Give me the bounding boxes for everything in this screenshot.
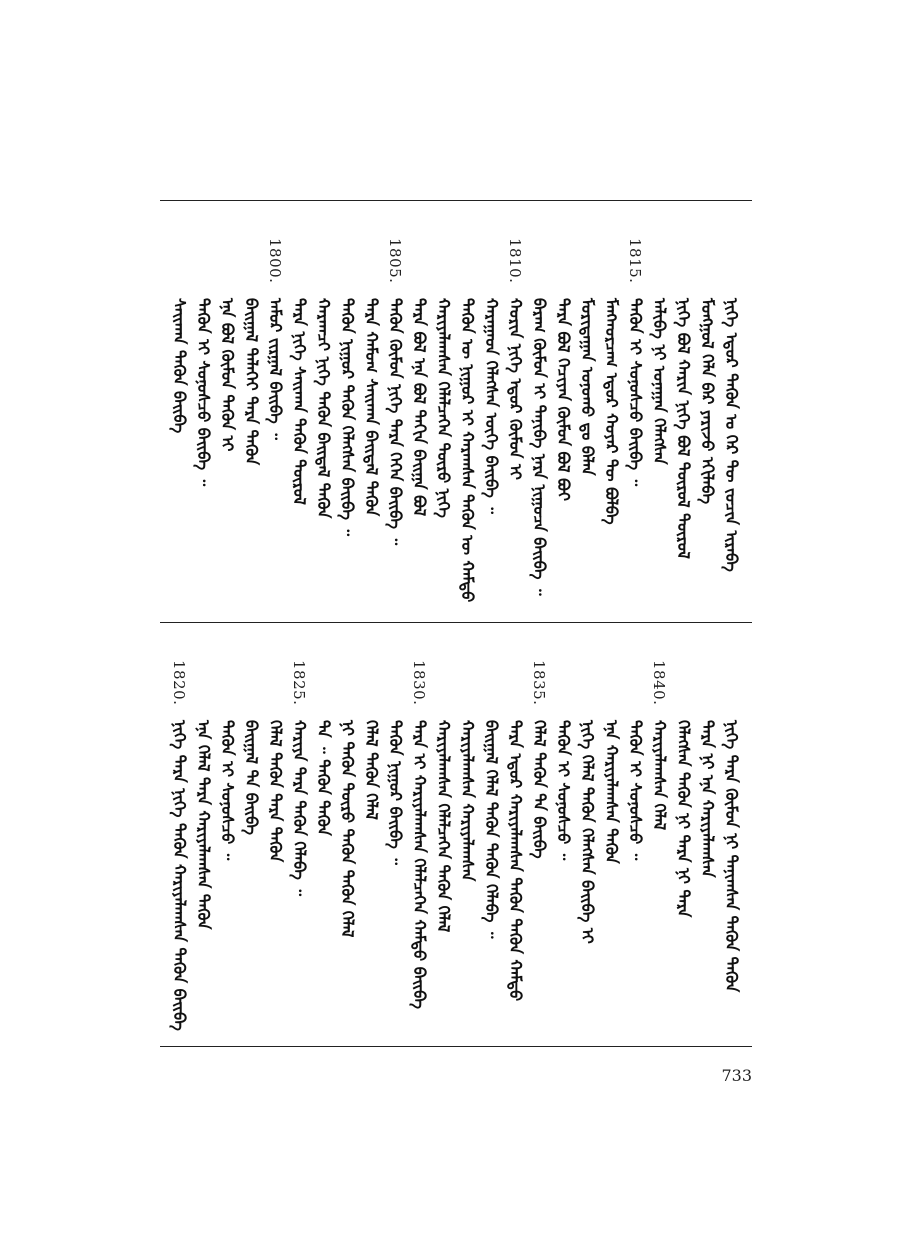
mongolian-text-line: ᠡᠨᠡ ᠪᠣᠯ ᠬᠦᠮᠦᠨ ᠲᠡᠭᠦᠨ ᠢ [218,298,237,452]
mongolian-text-line: ᠬᠣᠷᠢᠨ ᠨᠢᠭᠡ ᠡᠳᠦᠷ ᠬᠦᠮᠦᠨ ᠢ [506,298,525,480]
mongolian-text-line: ᠮᠣᠷᠢᠳᠠᠭᠠᠨ ᠤᠨᠤᠬᠤ ᠳᠤ ᠪᠡᠯᠡᠨ [578,298,597,476]
mongolian-text-line: ᠬᠠᠷᠢᠶᠠ ᠲᠡᠷᠡ ᠲᠡᠭᠦᠨ ᠬᠡᠯᠡᠪᠡ ᠃ [290,720,309,896]
mongolian-text-line: ᠪᠠᠢᠭᠠᠯ ᠲᠡ ᠪᠠᠢᠪᠠ [242,720,261,835]
upper-text-panel [160,238,752,610]
line-number: 1830. [410,660,428,706]
mongolian-text-line: ᠨᠢ ᠲᠡᠭᠦᠨ ᠲᠥᠷᠥ ᠲᠡᠭᠦᠨ ᠲᠡᠭᠦᠨ ᠬᠡᠯᠡᠯ [338,720,357,938]
line-number: 1800. [266,238,284,284]
mongolian-text-line: ᠪᠠᠢᠭᠠᠯ ᠳᠡᠯᠡᠬᠡᠢ ᠲᠡᠷᠡ ᠲᠡᠭᠦᠨ [242,298,261,466]
mongolian-text-line: ᠬᠠᠷᠢᠶᠠᠯᠠᠭᠰᠠᠨ ᠬᠠᠷᠢᠶᠠᠯᠠᠭᠰᠠᠨ [458,720,477,882]
mongolian-text-line: ᠲᠡᠭᠦᠨ ᠢ ᠰᠣᠨᠤᠰᠴᠤ ᠃ [554,720,573,861]
mongolian-text-line: ᠨᠢᠭᠡ ᠲᠡᠷᠡ ᠨᠢᠭᠡ ᠲᠡᠭᠦᠨ ᠬᠠᠷᠢᠶᠠᠯᠠᠭᠰᠠᠨ ᠲᠡᠭᠦᠨ ᠪᠠᠢᠪᠠ [170,720,189,1031]
mongolian-text-line: ᠮᠣᠩᠭᠣᠯ ᠬᠡᠯᠡ ᠪᠡᠷ ᠶᠠᠷᠢᠵᠤ ᠡᠬᠢᠯᠡᠪᠡ [698,298,717,505]
mongolian-text-line: ᠲᠡᠷᠡ ᠪᠣᠯ ᠬᠡᠴᠢᠶᠡᠨ ᠬᠦᠮᠦᠨ ᠪᠣᠯ ᠪᠤᠢ [554,298,573,502]
mongolian-text-line: ᠬᠡᠯᠡᠯ ᠲᠡᠭᠦᠨ ᠲᠡᠷᠡ ᠲᠡᠭᠦᠨ [266,720,285,863]
mongolian-text-line: ᠨᠢᠭᠡ ᠲᠡᠷᠡ ᠬᠦᠮᠦᠨ ᠨᠢ ᠲᠠᠨᠢᠭᠰᠠᠨ ᠲᠡᠭᠦᠨ ᠲᠡᠭᠦᠨ [722,720,741,993]
mongolian-text-line: ᠲᠡᠭᠦᠨ ᠢ ᠰᠣᠨᠤᠰᠴᠤ ᠪᠠᠢᠪᠠ ᠃ [626,298,645,487]
mongolian-text-line: ᠲᠡᠭᠦᠨ ᠦ ᠨᠢᠭᠤᠷ ᠢ ᠬᠠᠷᠠᠭᠰᠠᠨ ᠲᠡᠭᠦᠨ ᠦ ᠬᠠᠮᠲᠤ [458,298,477,603]
mongolian-text-line: ᠨᠢᠭᠡ ᠬᠡᠯᠡᠯ ᠲᠡᠭᠦᠨ ᠬᠡᠯᠡᠭᠰᠡᠨ ᠪᠠᠢᠪᠠ ᠢ [578,720,597,944]
mongolian-text-line: ᠲᠡᠷᠡ ᠡᠳᠦᠷ ᠬᠠᠷᠢᠶᠠᠯᠠᠭᠰᠠᠨ ᠲᠡᠭᠦᠨ ᠲᠡᠭᠦᠨ ᠬᠠᠮᠲᠤ [506,720,525,1002]
mongolian-text-line: ᠲᠡᠷᠡ ᠨᠢ ᠡᠨᠡ ᠬᠠᠷᠢᠶᠠᠯᠠᠭᠰᠠᠨ [698,720,717,878]
mongolian-text-line: ᠡᠨᠡ ᠬᠡᠯᠡᠯ ᠲᠡᠷᠡ ᠬᠠᠷᠢᠶᠠᠯᠠᠭᠰᠠᠨ ᠲᠡᠭᠦᠨ [194,720,213,930]
lower-text-panel [160,660,752,1032]
mongolian-text-line: ᠬᠠᠷᠢᠶᠠᠯᠠᠭᠰᠠᠨ ᠬᠡᠯᠡᠯ [650,720,669,831]
mongolian-text-line: ᠮᠠᠩᠬᠤᠷᠴᠠᠭ ᠡᠳᠦᠷ ᠬᠣᠶᠠᠷ ᠲᠦ ᠪᠣᠯᠪᠠ [602,298,621,525]
top-rule [160,200,752,201]
mongolian-text-line: ᠬᠡᠯᠡᠯ ᠲᠡᠭᠦᠨ ᠬᠡᠯᠡᠯ [362,720,381,820]
mongolian-text-line: ᠬᠠᠷᠢᠶᠠᠯᠠᠭᠰᠠᠨ ᠬᠡᠯᠡᠯᠴᠡᠭᠡᠨ ᠲᠡᠭᠦᠨ ᠬᠡᠯᠡᠯ [434,720,453,933]
mongolian-text-line: ᠰᠠᠢᠬᠠᠨ ᠲᠡᠭᠦᠨ ᠪᠠᠢᠪᠠ [170,298,189,434]
line-number: 1805. [386,238,404,284]
line-number: 1820. [170,660,188,706]
middle-rule [160,622,752,623]
page-number: 733 [721,1066,752,1085]
line-number: 1810. [506,238,524,284]
mongolian-text-line: ᠬᠠᠷᠠᠭᠠᠳ ᠬᠡᠯᠡᠭᠰᠡᠨ ᠦᠭᠡ ᠪᠠᠢᠪᠠ ᠃ [482,298,501,514]
mongolian-text-line: ᠲᠡᠭᠦᠨ ᠢ ᠰᠣᠨᠤᠰᠴᠤ ᠪᠠᠢᠪᠠ ᠃ [194,298,213,487]
mongolian-text-line: ᠲᠡᠷᠡ ᠪᠣᠯ ᠡᠨᠡ ᠪᠣᠯ ᠳᠠᠬᠢᠨ ᠪᠠᠢᠭᠠ ᠪᠣᠯ [410,298,429,517]
mongolian-text-line: ᠲᠡᠭᠦᠨ ᠨᠢᠭᠤᠷ ᠪᠠᠢᠪᠠ ᠃ [386,720,405,865]
line-number: 1825. [290,660,308,706]
mongolian-text-line: ᠲᠡᠷᠡ ᠢ ᠬᠠᠷᠢᠶᠠᠯᠠᠭᠰᠠᠨ ᠬᠡᠯᠡᠯᠴᠡᠭᠡᠨ ᠬᠠᠮᠲᠤ ᠪᠠᠢᠪᠠ [410,720,429,1009]
mongolian-text-line: ᠲᠡᠷᠡ ᠨᠢᠭᠡ ᠰᠠᠢᠬᠠᠨ ᠲᠡᠭᠦᠨ ᠲᠥᠷᠥᠯ [290,298,309,505]
line-number: 1835. [530,660,548,706]
line-number: 1840. [650,660,668,706]
mongolian-text-line: ᠲᠡᠷᠡ ᠬᠠᠮᠤᠭ ᠰᠠᠢᠬᠠᠨ ᠪᠠᠢᠳᠠᠯ ᠲᠡᠭᠦᠨ [362,298,381,517]
mongolian-text-line: ᠬᠡᠯᠡᠭᠰᠡᠨ ᠲᠡᠭᠦᠨ ᠨᠢ ᠲᠡᠷᠡ ᠨᠢ ᠲᠡᠷᠡ [674,720,693,918]
mongolian-text-line: ᠡᠨᠡ ᠬᠠᠷᠢᠶᠠᠯᠠᠭᠰᠠᠨ ᠲᠡᠭᠦᠨ [602,720,621,864]
mongolian-text-line: ᠲᠡᠭᠦᠨ ᠨᠢᠭᠤᠷ ᠲᠡᠭᠦᠨ ᠬᠡᠯᠡᠭᠰᠡᠨ ᠪᠠᠢᠪᠠ ᠃ [338,298,357,537]
mongolian-text-line: ᠨᠢᠭᠡ ᠡᠳᠦᠷ ᠲᠡᠭᠦᠨ ᠤ ᠭᠡᠷ ᠲᠦ ᠵᠣᠴᠢᠨ ᠢᠷᠡᠪᠡ [722,298,741,572]
mongolian-text-line: ᠲᠡᠭᠦᠨ ᠬᠦᠮᠦᠨ ᠨᠢᠭᠡ ᠲᠡᠷᠡ ᠭᠡᠭᠡᠨ ᠪᠠᠢᠪᠠ ᠃ [386,298,405,546]
mongolian-text-line: ᠨᠢᠭᠡ ᠪᠣᠯ ᠬᠠᠷᠢᠨ ᠨᠢᠭᠡ ᠪᠣᠯ ᠲᠥᠷᠥᠯ ᠲᠥᠷᠥᠯ [674,298,693,559]
mongolian-text-line: ᠬᠠᠷᠠᠭᠴᠢ ᠨᠢᠭᠡ ᠲᠡᠭᠦᠨ ᠪᠠᠢᠳᠠᠯ ᠲᠡᠭᠦᠨ [314,298,333,519]
mongolian-text-line: ᠲᠡᠭᠦᠨ ᠢ ᠰᠣᠨᠤᠰᠴᠤ ᠃ [218,720,237,861]
mongolian-text-line: ᠲᠡ ᠃ ᠲᠡᠭᠦᠨ ᠲᠡᠭᠦᠨ [314,720,333,836]
mongolian-text-line: ᠠᠮᠤᠷ ᠵᠢᠷᠭᠠᠯ ᠪᠠᠢᠪᠠ ᠃ [266,298,285,440]
mongolian-text-line: ᠠᠯᠢᠪᠠ ᠨᠢ ᠤᠨᠠᠭᠠᠨ ᠬᠡᠯᠡᠭᠰᠡᠨ [650,298,669,465]
mongolian-text-line: ᠪᠠᠢᠭᠠᠯ ᠬᠡᠯᠡᠯ ᠲᠡᠭᠦᠨ ᠲᠡᠭᠦᠨ ᠬᠡᠯᠡᠪᠡ ᠃ [482,720,501,939]
mongolian-text-line: ᠲᠡᠭᠦᠨ ᠢ ᠰᠣᠨᠤᠰᠴᠤ ᠃ [626,720,645,861]
line-number: 1815. [626,238,644,284]
mongolian-text-line: ᠪᠠᠷᠠᠭ ᠬᠦᠮᠦᠨ ᠢ ᠲᠠᠨᠢᠪᠠ ᠨᠡᠷᠡ ᠨᠢᠭᠤᠴᠠ ᠪᠠᠢᠪᠠ ᠃ [530,298,549,596]
mongolian-text-line: ᠬᠠᠷᠢᠶᠠᠯᠠᠭᠰᠠᠨ ᠬᠡᠯᠡᠯᠴᠡᠭᠡᠨ ᠲᠥᠷᠥ ᠨᠢᠭᠡ [434,298,453,518]
bottom-rule [160,1046,752,1047]
mongolian-text-line: ᠬᠡᠯᠡᠯ ᠲᠡᠭᠦᠨ ᠲᠡ ᠪᠠᠢᠪᠠ [530,720,549,859]
